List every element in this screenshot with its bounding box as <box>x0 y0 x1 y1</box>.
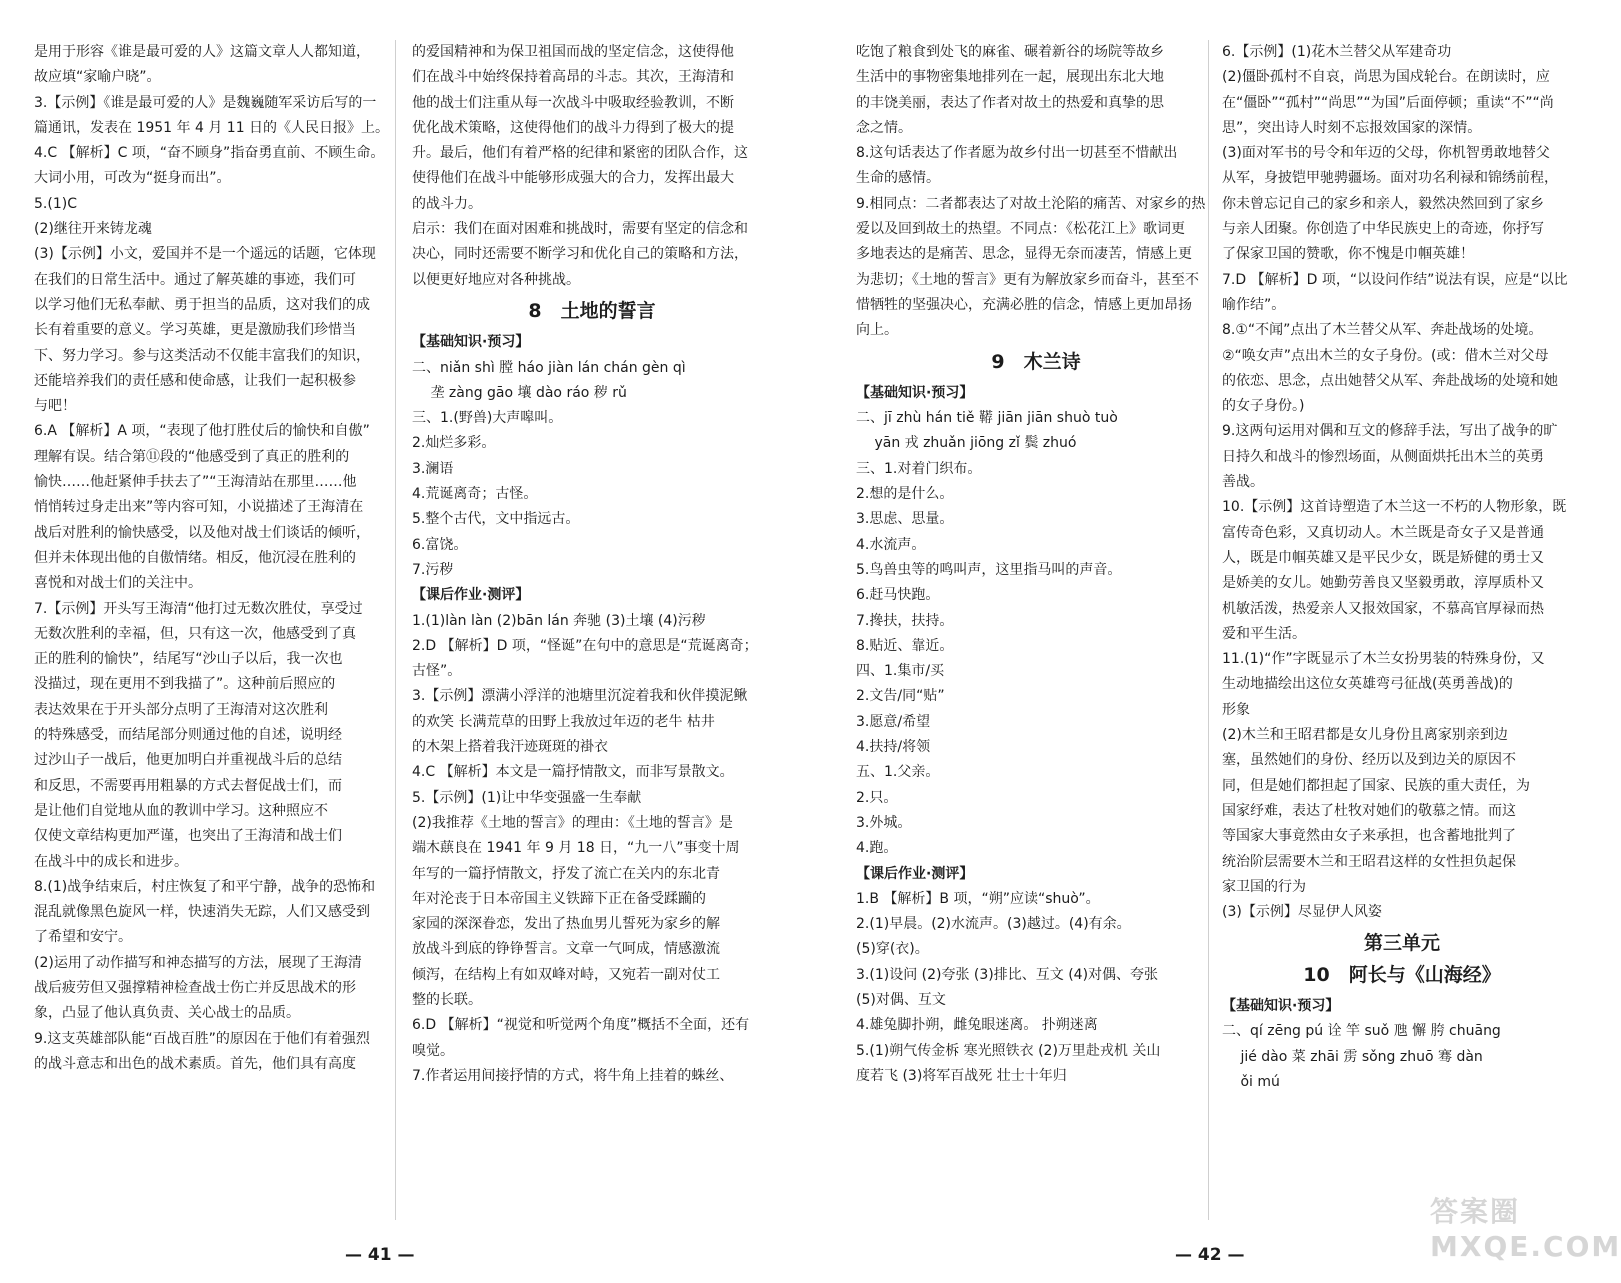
text-line: 生命的感情。 <box>856 170 940 187</box>
text-line: 但并未体现出他的自傲情绪。相反，他沉浸在胜利的 <box>34 549 356 566</box>
text-line: 悄悄转过身走出来”等内容可知，小说描述了王海清在 <box>34 499 364 516</box>
section-tag: 【课后作业·测评】 <box>412 587 530 604</box>
text-line: 5.整个古代，文中指远古。 <box>412 511 580 528</box>
text-line: 的丰饶美丽，表达了作者对故土的热爱和真挚的思 <box>856 94 1164 111</box>
text-line: 7.作者运用间接抒情的方式，将牛角上挂着的蛛丝、 <box>412 1067 734 1084</box>
text-line: 四、1.集市/买 <box>856 663 945 680</box>
text-line: 以学习他们无私奉献、勇于担当的品质，这对我们的成 <box>34 296 370 313</box>
lesson-title: 8 土地的誓言 <box>528 299 656 322</box>
text-line: 二、jī zhù hán tiě 鞯 jiān jiān shuò tuò <box>856 410 1118 427</box>
text-line: 的欢笑 长满荒草的田野上我放过年迈的老牛 枯井 <box>412 713 715 730</box>
text-line: 9.这两句运用对偶和互文的修辞手法，写出了战争的旷 <box>1222 423 1558 440</box>
text-line: yān 戎 zhuǎn jiōng zǐ 鬓 zhuó <box>856 435 1077 452</box>
text-line: 吃饱了粮食到处飞的麻雀、碾着新谷的场院等故乡 <box>856 44 1164 60</box>
text-line: 还能培养我们的责任感和使命感，让我们一起积极参 <box>34 372 356 389</box>
text-line: (3)【示例】尽显伊人风姿 <box>1222 904 1382 921</box>
text-line: 和反思，不需要再用粗暴的方式去督促战士们，而 <box>34 777 342 794</box>
text-line: 统治阶层需要木兰和王昭君这样的女性担负起保 <box>1222 853 1516 870</box>
text-line: 表达效果在于开头部分点明了王海清对这次胜利 <box>34 701 328 718</box>
text-line: 1.(1)làn làn (2)bān lán 奔驰 (3)土壤 (4)污秽 <box>412 612 706 629</box>
text-line: 9.这支英雄部队能“百战百胜”的原因在于他们有着强烈 <box>34 1030 370 1047</box>
unit-title: 第三单元 <box>1363 932 1440 955</box>
text-line: 以便更好地应对各种挑战。 <box>412 271 580 288</box>
text-line: 4.荒诞离奇；古怪。 <box>412 486 538 503</box>
text-line: 喻作结”。 <box>1222 296 1286 313</box>
section-tag: 【课后作业·测评】 <box>856 865 974 882</box>
text-line: 2.只。 <box>856 789 898 806</box>
text-line: (5)穿(衣)。 <box>856 941 929 958</box>
answer-lines <box>1222 40 1582 925</box>
text-line: 优化战术策略，这使得他们的战斗力得到了极大的提 <box>412 119 734 136</box>
text-line: ②“唤女声”点出木兰的女子身份。(或：借木兰对父母 <box>1222 347 1549 364</box>
text-line: 家卫国的行为 <box>1222 878 1306 895</box>
text-line: 的木架上搭着我汗迹斑斑的褂衣 <box>412 739 608 756</box>
text-line: 多地表达的是痛苦、思念，显得无奈而凄苦，情感上更 <box>856 246 1192 263</box>
text-line: 愉快……他赶紧伸手扶去了”“王海清站在那里……他 <box>34 474 357 491</box>
text-line: 2.(1)早晨。(2)水流声。(3)越过。(4)有余。 <box>856 916 1131 933</box>
answer-lines <box>856 406 1216 861</box>
answer-lines <box>856 40 1216 344</box>
text-line: 升。最后，他们有着严格的纪律和紧密的团队合作，这 <box>412 145 748 162</box>
text-line: 等国家大事竟然由女子来承担，也含蓄地批判了 <box>1222 828 1516 845</box>
text-line: (2)木兰和王昭君都是女儿身份且离家别亲到边 <box>1222 727 1508 744</box>
answer-lines <box>1222 1019 1582 1095</box>
text-line: 2.想的是什么。 <box>856 486 954 503</box>
text-line: 启示：我们在面对困难和挑战时，需要有坚定的信念和 <box>412 221 748 238</box>
column-2 <box>412 40 772 1089</box>
lesson-title: 9 木兰诗 <box>991 350 1081 373</box>
text-line: 10.【示例】这首诗塑造了木兰这一不朽的人物形象，既 <box>1222 499 1567 516</box>
text-line: 下、努力学习。参与这类活动不仅能丰富我们的知识， <box>34 347 370 364</box>
text-line: 在战斗中的成长和进步。 <box>34 853 188 870</box>
text-line: 8.贴近、靠近。 <box>856 637 954 654</box>
text-line: 理解有误。结合第⑪段的“他感受到了真正的胜利的 <box>34 448 350 465</box>
text-line: 整的长联。 <box>412 991 482 1008</box>
text-line: 9.相同点：二者都表达了对故土沦陷的痛苦、对家乡的热 <box>856 195 1206 212</box>
text-line: 古怪”。 <box>412 663 462 680</box>
text-line: ǒi mú <box>1222 1073 1280 1090</box>
column-1 <box>34 40 394 1077</box>
text-line: 使得他们在战斗中能够形成强大的合力，发挥出最大 <box>412 170 734 187</box>
text-line: 是让他们自觉地从血的教训中学习。这种照应不 <box>34 802 328 819</box>
text-line: 的特殊感受，而结尾部分则通过他的自述，说明经 <box>34 727 342 744</box>
text-line: 三、1.对着门织布。 <box>856 460 982 477</box>
text-line: 2.灿烂多彩。 <box>412 435 496 452</box>
text-line: (5)对偶、互文 <box>856 991 946 1008</box>
text-line: 年对沦丧于日本帝国主义铁蹄下正在备受蹂躏的 <box>412 890 706 907</box>
text-line: 战后对胜利的愉快感受，以及他对战士们谈话的倾听， <box>34 524 370 541</box>
text-line: 长有着重要的意义。学习英雄，更是激励我们珍惜当 <box>34 322 356 339</box>
text-line: 形象 <box>1222 701 1250 718</box>
text-line: 篇通讯，发表在 1951 年 4 月 11 日的《人民日报》上。 <box>34 119 390 136</box>
text-line: 家园的深深眷恋，发出了热血男儿誓死为家乡的解 <box>412 916 720 933</box>
text-line: 机敏活泼，热爱亲人又报效国家，不慕高官厚禄而热 <box>1222 600 1544 617</box>
text-line: 垄 zàng gāo 壤 dào ráo 秽 rǔ <box>412 384 627 401</box>
text-line: 6.富饶。 <box>412 536 468 553</box>
text-line: 过沙山子一战后，他更加明白并重视战斗后的总结 <box>34 752 342 769</box>
text-line: 年写的一篇抒情散文，抒发了流亡在关内的东北青 <box>412 865 720 882</box>
page-number-left: — 41 — <box>345 1245 415 1265</box>
page-number-right: — 42 — <box>1175 1245 1245 1265</box>
text-line: 4.C 【解析】C 项，“奋不顾身”指奋勇直前、不顾生命。 <box>34 145 385 162</box>
text-line: 无数次胜利的幸福，但，只有这一次，他感受到了真 <box>34 625 356 642</box>
text-line: 4.C 【解析】本文是一篇抒情散文，而非写景散文。 <box>412 764 734 781</box>
text-line: 决心，同时还需要不断学习和优化自己的策略和方法， <box>412 246 748 263</box>
text-line: 爱以及回到故土的热望。不同点：《松花江上》歌词更 <box>856 221 1185 238</box>
text-line: 向上。 <box>856 322 898 339</box>
section-tag: 【基础知识·预习】 <box>1222 997 1340 1014</box>
text-line: 与吧！ <box>34 398 76 415</box>
section-tag: 【基础知识·预习】 <box>856 384 974 401</box>
text-line: 思”，突出诗人时刻不忘报效国家的深情。 <box>1222 119 1482 136</box>
text-line: (2)继往开来铸龙魂 <box>34 221 152 238</box>
text-line: 4.水流声。 <box>856 536 926 553</box>
text-line: (2)我推荐《土地的誓言》的理由：《土地的誓言》是 <box>412 814 733 831</box>
text-line: 4.雄兔脚扑朔，雌兔眼迷离。 扑朔迷离 <box>856 1017 1098 1034</box>
text-line: 惜牺牲的坚强决心，充满必胜的信念，情感上更加昂扬 <box>856 296 1192 313</box>
text-line: 4.跑。 <box>856 840 898 857</box>
text-line: 大词小用，可改为“挺身而出”。 <box>34 170 231 187</box>
text-line: 11.(1)“作”字既显示了木兰女扮男装的特殊身份，又 <box>1222 651 1545 668</box>
text-line: 正的胜利的愉快”，结尾写“沙山子以后，我一次也 <box>34 651 343 668</box>
text-line: 仅使文章结构更加严谨，也突出了王海清和战士们 <box>34 828 342 845</box>
text-line: 6.A 【解析】A 项，“表现了他打胜仗后的愉快和自傲” <box>34 423 370 440</box>
text-line: 端木蕻良在 1941 年 9 月 18 日，“九一八”事变十周 <box>412 840 740 857</box>
text-line: 3.思虑、思量。 <box>856 511 954 528</box>
text-line: 从军，身披铠甲驰骋疆场。面对功名利禄和锦绣前程， <box>1222 170 1558 187</box>
text-line: 3.【示例】《谁是最可爱的人》是魏巍随军采访后写的一 <box>34 94 377 111</box>
text-line: 4.扶持/将领 <box>856 739 931 756</box>
column-divider <box>395 40 396 1220</box>
text-line: 念之情。 <box>856 119 912 136</box>
text-line: 3.【示例】漂满小浮洋的池塘里沉淀着我和伙伴摸泥鳅 <box>412 688 748 705</box>
answer-lines <box>412 40 772 293</box>
text-line: 3.澜语 <box>412 460 454 477</box>
text-line: 混乱就像黑色旋风一样，快速消失无踪，人们又感受到 <box>34 904 370 921</box>
lesson-title: 10 阿长与《山海经》 <box>1303 963 1501 986</box>
text-line: 8.(1)战争结束后，村庄恢复了和平宁静，战争的恐怖和 <box>34 878 376 895</box>
text-line: 6.D 【解析】“视觉和听觉两个角度”概括不全面，还有 <box>412 1017 750 1034</box>
text-line: 的依恋、思念，点出她替父从军、奔赴战场的处境和她 <box>1222 372 1558 389</box>
text-line: jié dào 菜 zhāi 雳 sǒng zhuō 骞 dàn <box>1222 1048 1483 1065</box>
text-line: (2)僵卧孤村不自哀，尚思为国戍轮台。在朗读时，应 <box>1222 69 1550 86</box>
text-line: 3.外城。 <box>856 814 912 831</box>
column-4 <box>1222 40 1582 1095</box>
text-line: 3.愿意/希望 <box>856 713 931 730</box>
text-line: 日持久和战斗的惨烈场面，从侧面烘托出木兰的英勇 <box>1222 448 1544 465</box>
text-line: 为悲切；《土地的誓言》更有为解放家乡而奋斗，甚至不 <box>856 271 1199 288</box>
text-line: 富传奇色彩，又真切动人。木兰既是奇女子又是普通 <box>1222 524 1544 541</box>
text-line: 善战。 <box>1222 474 1264 491</box>
text-line: 在“僵卧”“孤村”“尚思”“为国”后面停顿；重读“不”“尚 <box>1222 94 1554 111</box>
text-line: 没描过，现在更用不到我描了”。这种前后照应的 <box>34 676 336 693</box>
text-line: 倾泻，在结构上有如双峰对峙，又宛若一副对仗工 <box>412 966 720 983</box>
text-line: 三、1.(野兽)大声嗥叫。 <box>412 410 563 427</box>
text-line: 象，凸显了他认真负责、关心战士的品质。 <box>34 1005 300 1022</box>
text-line: 7.D 【解析】D 项，“以设问作结”说法有误，应是“以比 <box>1222 271 1568 288</box>
text-line: 二、qí zēng pú 诠 竿 suǒ 虺 懈 胯 chuāng <box>1222 1023 1501 1040</box>
text-line: 7.搀扶，扶持。 <box>856 612 954 629</box>
text-line: 的爱国精神和为保卫祖国而战的坚定信念，这使得他 <box>412 44 734 60</box>
text-line: 战后疲劳但又强撑精神检查战士伤亡并反思战术的形 <box>34 979 356 996</box>
text-line: 7.污秽 <box>412 561 454 578</box>
text-line: 在我们的日常生活中。通过了解英雄的事迹，我们可 <box>34 271 356 288</box>
section-tag: 【基础知识·预习】 <box>412 334 530 351</box>
text-line: 2.文告/同“贴” <box>856 688 945 705</box>
text-line: 5.(1)朔气传金柝 寒光照铁衣 (2)万里赴戎机 关山 <box>856 1042 1161 1059</box>
text-line: 5.鸟兽虫等的鸣叫声，这里指马叫的声音。 <box>856 561 1122 578</box>
text-line: 国家纾难，表达了杜牧对她们的敬慕之情。而这 <box>1222 802 1516 819</box>
text-line: 你未曾忘记自己的家乡和亲人，毅然决然回到了家乡 <box>1222 195 1544 212</box>
text-line: 嗅觉。 <box>412 1042 454 1059</box>
answer-lines <box>34 40 394 1077</box>
text-line: 同，但是她们都担起了国家、民族的重大责任，为 <box>1222 777 1530 794</box>
text-line: 塞，虽然她们的身份、经历以及到边关的原因不 <box>1222 752 1516 769</box>
text-line: 的战斗力。 <box>412 195 482 212</box>
text-line: 放战斗到底的铮铮誓言。文章一气呵成，情感激流 <box>412 941 720 958</box>
text-line: (3)面对军书的号令和年迈的父母，你机智勇敢地替父 <box>1222 145 1550 162</box>
text-line: 爱和平生活。 <box>1222 625 1306 642</box>
text-line: 度若飞 (3)将军百战死 壮士十年归 <box>856 1067 1067 1084</box>
text-line: 7.【示例】开头写王海清“他打过无数次胜仗，享受过 <box>34 600 363 617</box>
text-line: 6.【示例】(1)花木兰替父从军建奇功 <box>1222 44 1452 60</box>
text-line: 2.D 【解析】D 项，“怪诞”在句中的意思是“荒诞离奇； <box>412 637 758 654</box>
watermark: 答案圈 MXQE.COM <box>1430 1195 1621 1263</box>
text-line: 们在战斗中始终保持着高昂的斗志。其次，王海清和 <box>412 69 734 86</box>
answer-lines <box>412 356 772 584</box>
text-line: 故应填“家喻户晓”。 <box>34 69 161 86</box>
text-line: (2)运用了动作描写和神态描写的方法，展现了王海清 <box>34 954 362 971</box>
text-line: 的战斗意志和出色的战术素质。首先，他们具有高度 <box>34 1055 356 1072</box>
text-line: 1.B 【解析】B 项，“朔”应读“shuò”。 <box>856 890 1100 907</box>
text-line: 5.(1)C <box>34 195 77 212</box>
answer-lines <box>856 887 1216 1089</box>
text-line: 6.赶马快跑。 <box>856 587 940 604</box>
text-line: 二、niǎn shì 膛 háo jiàn lán chán gèn qì <box>412 359 686 376</box>
text-line: 是用于形容《谁是最可爱的人》这篇文章人人都知道， <box>34 44 370 60</box>
text-line: 他的战士们注重从每一次战斗中吸取经验教训，不断 <box>412 94 734 111</box>
text-line: 3.(1)设问 (2)夸张 (3)排比、互文 (4)对偶、夸张 <box>856 966 1159 983</box>
text-line: 喜悦和对战士们的关注中。 <box>34 575 202 592</box>
text-line: 8.这句话表达了作者愿为故乡付出一切甚至不惜献出 <box>856 145 1178 162</box>
text-line: 是娇美的女儿。她勤劳善良又坚毅勇敢，淳厚质朴又 <box>1222 575 1544 592</box>
column-3 <box>856 40 1216 1089</box>
text-line: 五、1.父亲。 <box>856 764 940 781</box>
text-line: 8.①“不闻”点出了木兰替父从军、奔赴战场的处境。 <box>1222 322 1543 339</box>
answer-lines <box>412 609 772 1090</box>
text-line: 与亲人团聚。你创造了中华民族史上的奇迹，你抒写 <box>1222 221 1544 238</box>
text-line: 人，既是巾帼英雄又是平民少女，既是矫健的勇士又 <box>1222 549 1544 566</box>
text-line: 生动地描绘出这位女英雄弯弓征战(英勇善战)的 <box>1222 676 1513 693</box>
text-line: 的女子身份。) <box>1222 398 1305 415</box>
text-line: 了希望和安宁。 <box>34 929 132 946</box>
text-line: 5.【示例】(1)让中华变强盛一生奉献 <box>412 789 642 806</box>
text-line: 生活中的事物密集地排列在一起，展现出东北大地 <box>856 69 1164 86</box>
text-line: (3)【示例】小文，爱国并不是一个遥远的话题，它体现 <box>34 246 376 263</box>
text-line: 了保家卫国的赞歌，你不愧是巾帼英雄！ <box>1222 246 1474 263</box>
